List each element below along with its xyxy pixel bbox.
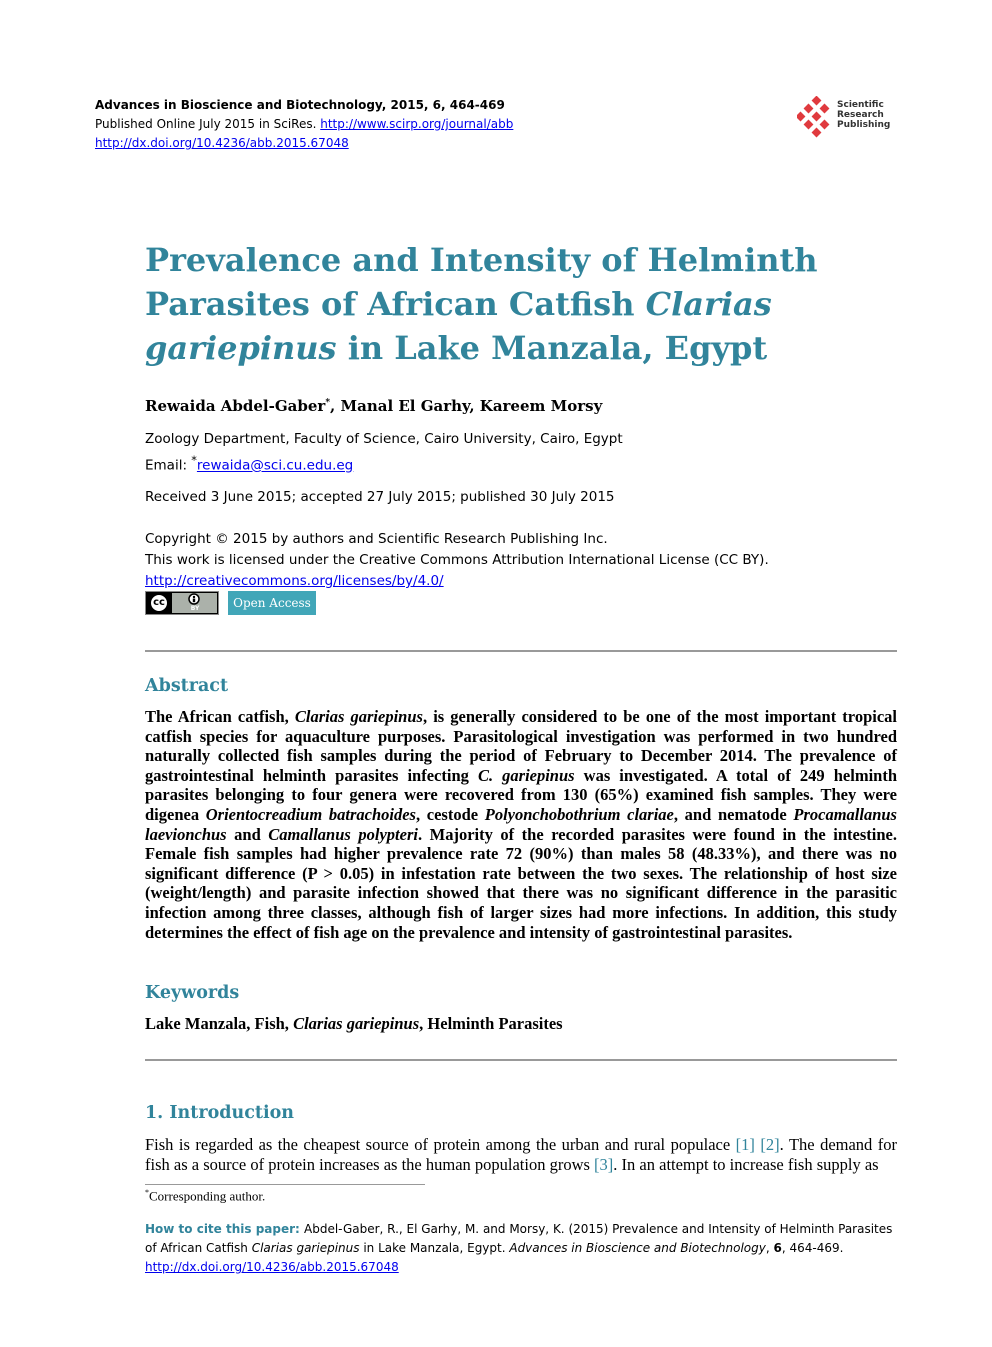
author-first: Rewaida Abdel-Gaber [145,397,326,415]
introduction-heading: 1. Introduction [145,1103,294,1123]
email-label: Email: [145,457,192,474]
footnote [145,1188,265,1204]
keywords-heading: Keywords [145,983,240,1003]
email-line [145,450,845,477]
scirp-logo [797,96,907,140]
cc-by-badge[interactable] [145,591,219,615]
divider-top [145,650,897,652]
footnote-text: Corresponding author. [149,1188,266,1204]
copyright-line: Copyright © 2015 by authors and Scientific Research Publishing Inc. [145,531,608,547]
abstract-heading: Abstract [145,676,229,696]
license-line: This work is licensed under the Creative Commons Attribution International License (CC BY). [145,552,769,568]
journal-citation-line: Advances in Bioscience and Biotechnology, 2015, 6, 464-469 [95,98,505,112]
abstract-text: The African catfish, Clarias gariepinus, is generally considered to be one of the most important tropical catfish species for aquaculture purposes. Parasitological investigation was performed in two hundred naturally collected fish samples during the period of February to December 2014. The prevalence of gastrointestinal helminth parasites infecting C. gariepinus was investigated. A total of 249 helminth parasites belonging to four genera were recovered from 130 (65%) examined fish samples. They were digenea Orientocreadium batrachoides, cestode Polyonchobothrium clariae, and nematode Procamallanus laevionchus and Camallanus polypteri. Majority of the recorded parasites were found in the intestine. Female fish samples had higher prevalence rate 72 (90%) than males 58 (48.33%), and there was no significant difference (P > 0.05) in infestation rate between the two sexes. The relationship of host size (weight/length) and parasite infection showed that there was no significant difference in the parasitic infection among three classes, although fish of larger sizes had more infections. In addition, this study determines the effect of fish age on the prevalence and intensity of gastrointestinal parasites. [145,707,897,942]
footnote-divider [145,1184,425,1185]
paper-title [145,238,845,370]
ref-3-link[interactable]: [3] [594,1155,614,1174]
title-species: Clarias gariepinus [145,285,772,367]
footnote-mark: * [145,1188,149,1197]
license-link[interactable]: http://creativecommons.org/licenses/by/4.0/ [145,573,444,589]
logo-text [837,100,890,130]
by-label: BY [190,605,200,612]
how-to-cite: How to cite this paper: Abdel-Gaber, R., El Garhy, M. and Morsy, K. (2015) Prevalence and Intensity of Helminth Parasites of African Catfish Clarias gariepinus in Lake Manzala, Egypt. Advances in Bioscience and Biotechnology, 6, 464-469. http://dx.doi.org/10.4236/abb.2015.67048 [145,1222,893,1274]
affiliation [145,429,845,477]
authors [145,397,602,415]
department: Zoology Department, Faculty of Science, Cairo University, Cairo, Egypt [145,431,623,447]
ref-1-link[interactable]: [1] [735,1135,755,1154]
published-prefix: Published Online July 2015 in SciRes. [95,117,321,131]
scirp-logo-icon [797,96,837,140]
author-mark: * [325,398,331,408]
email-mark: * [191,454,197,467]
title-part-2: in Lake Manzala, Egypt [336,329,768,367]
logo-line-3: Publishing [837,120,891,130]
introduction-text: Fish is regarded as the cheapest source of protein among the urban and rural populace [1] [2]. The demand for fish as a source of protein increases as the human population grows [3]. In an attempt to increase fish supply as [145,1135,898,1174]
cc-label: cc [153,597,165,608]
email-link[interactable]: rewaida@sci.cu.edu.eg [196,457,354,474]
title-part-1: Prevalence and Intensity of Helminth Parasites of African Catfish [145,241,818,323]
doi-link[interactable]: http://dx.doi.org/10.4236/abb.2015.67048 [95,136,349,150]
publication-dates: Received 3 June 2015; accepted 27 July 2015; published 30 July 2015 [145,489,615,505]
logo-line-2: Research [837,110,884,120]
cite-journal: Advances in Bioscience and Biotechnology [509,1241,766,1255]
journal-header [95,96,655,153]
keywords-list: Lake Manzala, Fish, Clarias gariepinus, Helminth Parasites [145,1014,563,1033]
cite-label: How to cite this paper: [145,1222,305,1236]
cite-volume: 6 [773,1241,782,1255]
journal-url-link[interactable]: http://www.scirp.org/journal/abb [320,117,514,131]
cite-doi-link[interactable]: http://dx.doi.org/10.4236/abb.2015.67048 [145,1260,399,1274]
ref-2-link[interactable]: [2] [760,1135,780,1154]
copyright-block [145,529,865,592]
authors-rest: , Manal El Garhy, Kareem Morsy [330,397,603,415]
logo-line-1: Scientific [837,100,884,110]
divider-bottom [145,1059,897,1061]
published-line [95,115,655,134]
open-access-badge[interactable]: Open Access [228,591,316,615]
